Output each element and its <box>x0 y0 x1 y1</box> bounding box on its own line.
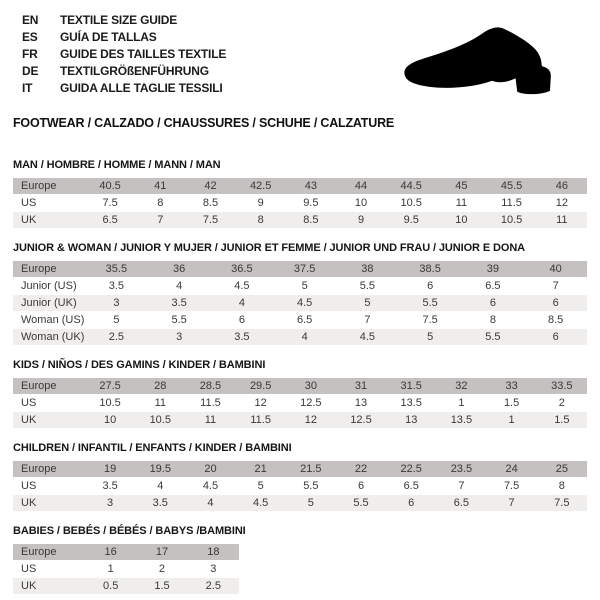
size-cell: 1 <box>436 395 486 411</box>
table-row <box>13 312 587 328</box>
size-cell: 8 <box>462 312 525 328</box>
size-cell: 11 <box>135 395 185 411</box>
size-cell: 8 <box>135 195 185 211</box>
size-cell: 9 <box>236 195 286 211</box>
row-label: Woman (UK) <box>13 329 85 345</box>
size-cell: 29.5 <box>236 378 286 394</box>
size-cell: 31.5 <box>386 378 436 394</box>
size-cell: 1 <box>85 561 136 577</box>
size-cell: 10.5 <box>386 195 436 211</box>
size-cell: 6 <box>336 478 386 494</box>
size-cell: 21.5 <box>286 461 336 477</box>
size-cell: 7.5 <box>85 195 135 211</box>
size-cell: 7 <box>336 312 399 328</box>
table-row <box>13 378 587 394</box>
size-cell: 2.5 <box>188 578 239 594</box>
size-cell: 7.5 <box>487 478 537 494</box>
size-cell: 19 <box>85 461 135 477</box>
size-cell: 8 <box>537 478 587 494</box>
size-cell: 5 <box>286 495 336 511</box>
size-cell: 27.5 <box>85 378 135 394</box>
table-row <box>13 412 587 428</box>
size-cell: 9.5 <box>286 195 336 211</box>
size-cell: 4.5 <box>236 495 286 511</box>
row-label: Europe <box>13 378 85 394</box>
size-cell: 2 <box>537 395 587 411</box>
size-cell: 6.5 <box>85 212 135 228</box>
section-babies <box>13 525 587 595</box>
size-cell: 2.5 <box>85 329 148 345</box>
size-cell: 11 <box>436 195 486 211</box>
size-cell: 5.5 <box>148 312 211 328</box>
table-row <box>13 295 587 311</box>
size-cell: 36 <box>148 261 211 277</box>
size-cell: 8.5 <box>286 212 336 228</box>
size-cell: 6 <box>524 295 587 311</box>
size-cell: 4 <box>211 295 274 311</box>
section-title: JUNIOR & WOMAN / JUNIOR Y MUJER / JUNIOR ET FEMME / JUNIOR UND FRAU / JUNIOR E DONA <box>13 242 526 254</box>
size-cell: 25 <box>537 461 587 477</box>
size-cell: 3.5 <box>85 278 148 294</box>
size-cell: 36.5 <box>211 261 274 277</box>
size-cell: 4 <box>273 329 336 345</box>
size-cell: 6 <box>399 278 462 294</box>
table-row <box>13 329 587 345</box>
size-tables <box>13 159 587 595</box>
size-cell: 0.5 <box>85 578 136 594</box>
row-label: UK <box>13 212 85 228</box>
size-cell: 5 <box>273 278 336 294</box>
size-cell: 3 <box>148 329 211 345</box>
size-cell: 10 <box>436 212 486 228</box>
row-label: US <box>13 195 85 211</box>
language-text: GUIDA ALLE TAGLIE TESSILI <box>60 81 223 95</box>
size-cell: 16 <box>85 544 136 560</box>
size-cell: 40.5 <box>85 178 135 194</box>
section-title: MAN / HOMBRE / HOMME / MANN / MAN <box>13 159 221 171</box>
size-cell: 21 <box>236 461 286 477</box>
size-cell: 3.5 <box>211 329 274 345</box>
size-cell: 22 <box>336 461 386 477</box>
size-cell: 4.5 <box>211 278 274 294</box>
size-cell: 44 <box>336 178 386 194</box>
size-cell: 5.5 <box>336 495 386 511</box>
size-cell: 2 <box>136 561 187 577</box>
table-row <box>13 544 239 560</box>
dress-shoe-icon <box>391 22 583 106</box>
section-kids <box>13 359 587 429</box>
section-junior-woman <box>13 242 587 346</box>
size-cell: 42.5 <box>236 178 286 194</box>
table-row <box>13 561 239 577</box>
size-cell: 38 <box>336 261 399 277</box>
size-cell: 6.5 <box>462 278 525 294</box>
size-cell: 6 <box>386 495 436 511</box>
size-cell: 4.5 <box>273 295 336 311</box>
size-cell: 12 <box>537 195 587 211</box>
row-label: Woman (US) <box>13 312 85 328</box>
size-table-babies <box>13 543 239 595</box>
size-cell: 5 <box>336 295 399 311</box>
size-cell: 6.5 <box>436 495 486 511</box>
size-cell: 12.5 <box>336 412 386 428</box>
row-label: Europe <box>13 178 85 194</box>
size-cell: 7 <box>524 278 587 294</box>
size-cell: 6.5 <box>386 478 436 494</box>
size-cell: 7 <box>135 212 185 228</box>
row-label: UK <box>13 412 85 428</box>
section-children <box>13 442 587 512</box>
size-cell: 37.5 <box>273 261 336 277</box>
size-cell: 1 <box>487 412 537 428</box>
language-code: ES <box>22 30 38 44</box>
size-cell: 6 <box>524 329 587 345</box>
size-cell: 7 <box>436 478 486 494</box>
table-row <box>13 195 587 211</box>
row-label: US <box>13 478 85 494</box>
size-cell: 8.5 <box>185 195 235 211</box>
size-cell: 35.5 <box>85 261 148 277</box>
size-cell: 6.5 <box>273 312 336 328</box>
table-row <box>13 495 587 511</box>
table-row <box>13 461 587 477</box>
row-label: US <box>13 395 85 411</box>
size-cell: 8.5 <box>524 312 587 328</box>
size-cell: 38.5 <box>399 261 462 277</box>
size-cell: 28 <box>135 378 185 394</box>
size-cell: 10.5 <box>487 212 537 228</box>
size-cell: 8 <box>236 212 286 228</box>
row-label: Europe <box>13 544 85 560</box>
size-cell: 5 <box>85 312 148 328</box>
size-cell: 40 <box>524 261 587 277</box>
size-cell: 12 <box>236 395 286 411</box>
size-cell: 6 <box>462 295 525 311</box>
size-cell: 44.5 <box>386 178 436 194</box>
size-cell: 13.5 <box>436 412 486 428</box>
table-row <box>13 395 587 411</box>
size-table-children <box>13 460 587 512</box>
size-cell: 17 <box>136 544 187 560</box>
size-cell: 5 <box>236 478 286 494</box>
size-cell: 11.5 <box>185 395 235 411</box>
size-cell: 1.5 <box>136 578 187 594</box>
size-cell: 11.5 <box>236 412 286 428</box>
size-cell: 22.5 <box>386 461 436 477</box>
size-cell: 9.5 <box>386 212 436 228</box>
table-row <box>13 212 587 228</box>
size-cell: 33.5 <box>537 378 587 394</box>
size-cell: 3 <box>85 495 135 511</box>
size-cell: 3 <box>188 561 239 577</box>
row-label: Junior (UK) <box>13 295 85 311</box>
size-cell: 30 <box>286 378 336 394</box>
size-cell: 4.5 <box>185 478 235 494</box>
size-cell: 10.5 <box>85 395 135 411</box>
size-cell: 4 <box>135 478 185 494</box>
size-cell: 7 <box>487 495 537 511</box>
size-cell: 4 <box>148 278 211 294</box>
language-text: TEXTILGRÖßENFÜHRUNG <box>60 64 209 78</box>
size-cell: 45.5 <box>487 178 537 194</box>
size-cell: 13.5 <box>386 395 436 411</box>
size-cell: 7.5 <box>537 495 587 511</box>
size-cell: 24 <box>487 461 537 477</box>
size-cell: 28.5 <box>185 378 235 394</box>
size-cell: 39 <box>462 261 525 277</box>
size-cell: 6 <box>211 312 274 328</box>
size-table-kids <box>13 377 587 429</box>
size-cell: 20 <box>185 461 235 477</box>
size-table-man <box>13 177 587 229</box>
language-text: GUÍA DE TALLAS <box>60 30 157 44</box>
row-label: Junior (US) <box>13 278 85 294</box>
language-code: DE <box>22 64 39 78</box>
size-cell: 10 <box>336 195 386 211</box>
size-cell: 42 <box>185 178 235 194</box>
size-cell: 33 <box>487 378 537 394</box>
size-cell: 1.5 <box>537 412 587 428</box>
size-cell: 23.5 <box>436 461 486 477</box>
row-label: US <box>13 561 85 577</box>
language-code: IT <box>22 81 33 95</box>
size-cell: 9 <box>336 212 386 228</box>
section-title: KIDS / NIÑOS / DES GAMINS / KINDER / BAMBINI <box>13 359 266 371</box>
row-label: Europe <box>13 261 85 277</box>
size-cell: 13 <box>336 395 386 411</box>
row-label: UK <box>13 495 85 511</box>
table-row <box>13 478 587 494</box>
table-row <box>13 178 587 194</box>
size-cell: 10.5 <box>135 412 185 428</box>
size-cell: 31 <box>336 378 386 394</box>
row-label: UK <box>13 578 85 594</box>
size-cell: 13 <box>386 412 436 428</box>
size-cell: 5.5 <box>286 478 336 494</box>
size-cell: 11.5 <box>487 195 537 211</box>
size-cell: 5 <box>399 329 462 345</box>
size-cell: 3.5 <box>135 495 185 511</box>
size-cell: 32 <box>436 378 486 394</box>
size-cell: 12.5 <box>286 395 336 411</box>
category-title: FOOTWEAR / CALZADO / CHAUSSURES / SCHUHE / CALZATURE <box>13 116 395 130</box>
section-man <box>13 159 587 229</box>
size-cell: 3.5 <box>85 478 135 494</box>
size-cell: 7.5 <box>399 312 462 328</box>
section-title: BABIES / BEBÉS / BÉBÉS / BABYS /BAMBINI <box>13 525 246 537</box>
size-cell: 18 <box>188 544 239 560</box>
size-cell: 19.5 <box>135 461 185 477</box>
language-code: EN <box>22 13 39 27</box>
size-cell: 45 <box>436 178 486 194</box>
table-row <box>13 261 587 277</box>
size-cell: 1.5 <box>487 395 537 411</box>
table-row <box>13 278 587 294</box>
size-cell: 43 <box>286 178 336 194</box>
size-cell: 4 <box>185 495 235 511</box>
size-cell: 10 <box>85 412 135 428</box>
language-text: TEXTILE SIZE GUIDE <box>60 13 178 27</box>
language-code: FR <box>22 47 38 61</box>
size-cell: 41 <box>135 178 185 194</box>
language-text: GUIDE DES TAILLES TEXTILE <box>60 47 227 61</box>
size-cell: 12 <box>286 412 336 428</box>
size-cell: 3.5 <box>148 295 211 311</box>
size-table-junior-woman <box>13 260 587 346</box>
size-cell: 5.5 <box>399 295 462 311</box>
section-title: CHILDREN / INFANTIL / ENFANTS / KINDER / BAMBINI <box>13 442 292 454</box>
size-cell: 5.5 <box>462 329 525 345</box>
row-label: Europe <box>13 461 85 477</box>
size-cell: 46 <box>537 178 587 194</box>
table-row <box>13 578 239 594</box>
size-cell: 3 <box>85 295 148 311</box>
size-cell: 5.5 <box>336 278 399 294</box>
size-cell: 11 <box>185 412 235 428</box>
size-cell: 7.5 <box>185 212 235 228</box>
size-cell: 4.5 <box>336 329 399 345</box>
size-cell: 11 <box>537 212 587 228</box>
